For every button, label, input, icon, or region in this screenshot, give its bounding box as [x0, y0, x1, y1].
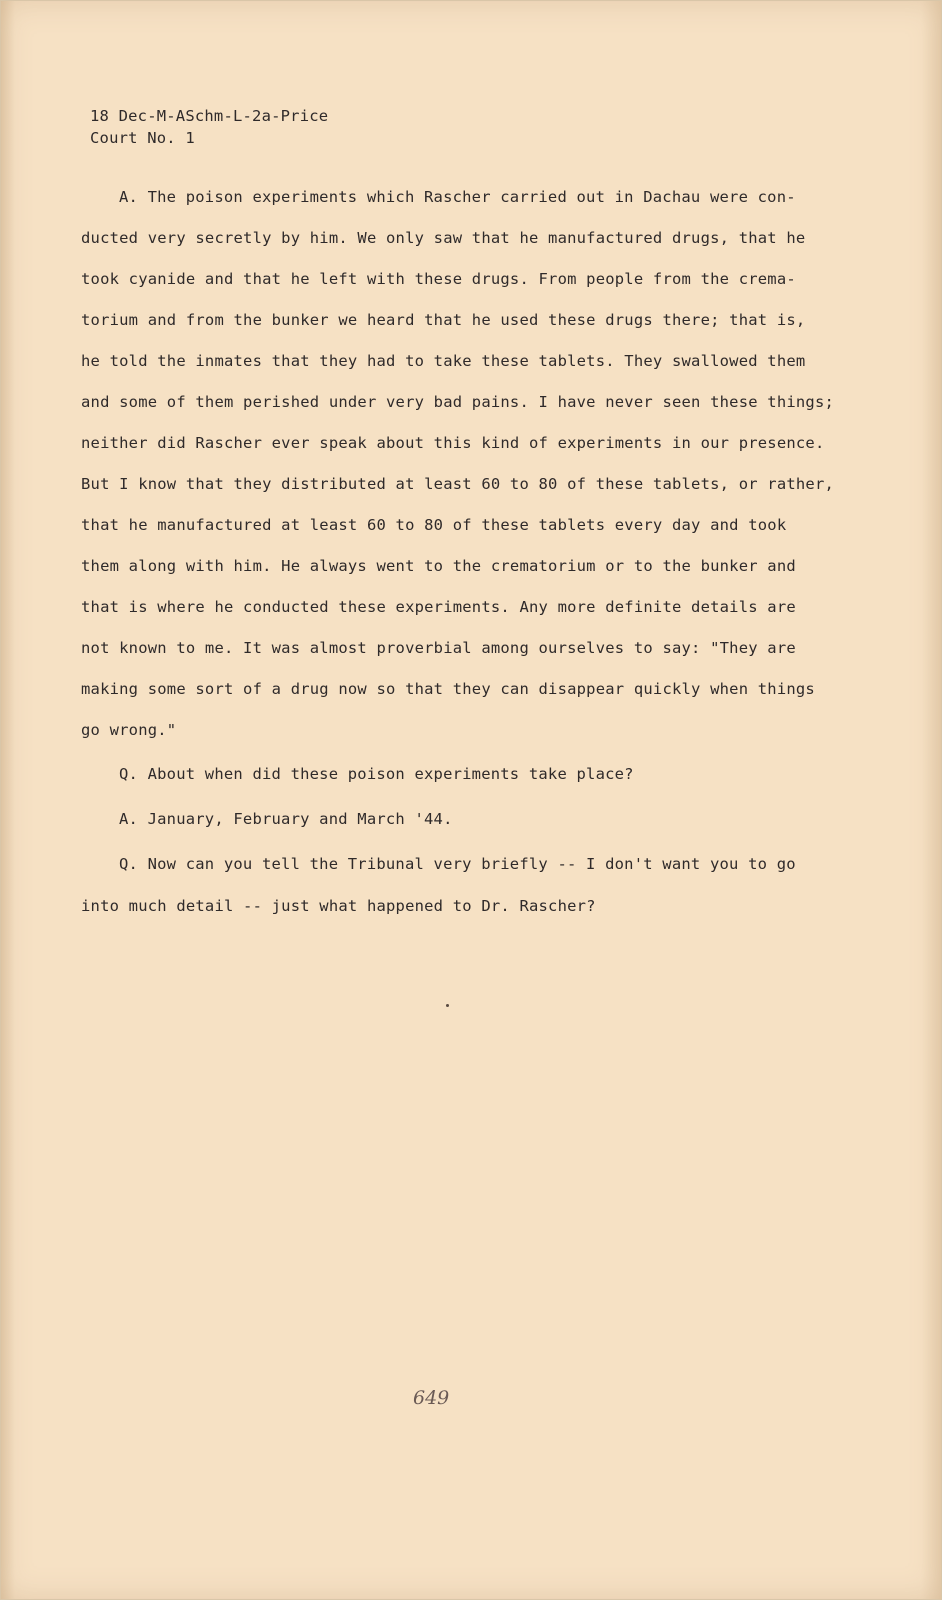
document-page: [1, 1, 941, 1599]
transcript-line: not known to me. It was almost proverbial among ourselves to say: "They are: [81, 639, 796, 657]
transcript-line: A. The poison experiments which Rascher carried out in Dachau were con-: [119, 188, 796, 206]
transcript-line: into much detail -- just what happened to Dr. Rascher?: [81, 897, 596, 915]
document-header: [90, 105, 328, 149]
transcript-line: Q. About when did these poison experiments take place?: [119, 765, 634, 783]
transcript-line: go wrong.": [81, 721, 177, 739]
transcript-line: and some of them perished under very bad pains. I have never seen these things;: [81, 393, 835, 411]
transcript-line: But I know that they distributed at least 60 to 80 of these tablets, or rather,: [81, 475, 835, 493]
page-number: 649: [413, 1387, 450, 1409]
ink-speck: [446, 1004, 449, 1007]
transcript-line: ducted very secretly by him. We only saw that he manufactured drugs, that he: [81, 229, 806, 247]
transcript-line: that he manufactured at least 60 to 80 of these tablets every day and took: [81, 516, 787, 534]
transcript-line: A. January, February and March '44.: [119, 810, 453, 828]
header-session-line: 18 Dec-M-ASchm-L-2a-Price: [90, 107, 329, 125]
transcript-line: he told the inmates that they had to take these tablets. They swallowed them: [81, 352, 806, 370]
transcript-line: them along with him. He always went to the crematorium or to the bunker and: [81, 557, 796, 575]
transcript-line: that is where he conducted these experiments. Any more definite details are: [81, 598, 796, 616]
header-court-line: Court No. 1: [90, 129, 195, 147]
transcript-line: Q. Now can you tell the Tribunal very briefly -- I don't want you to go: [119, 855, 796, 873]
transcript-line: torium and from the bunker we heard that he used these drugs there; that is,: [81, 311, 806, 329]
transcript-line: took cyanide and that he left with these drugs. From people from the crema-: [81, 270, 796, 288]
transcript-line: neither did Rascher ever speak about this kind of experiments in our presence.: [81, 434, 825, 452]
transcript-line: making some sort of a drug now so that they can disappear quickly when things: [81, 680, 815, 698]
